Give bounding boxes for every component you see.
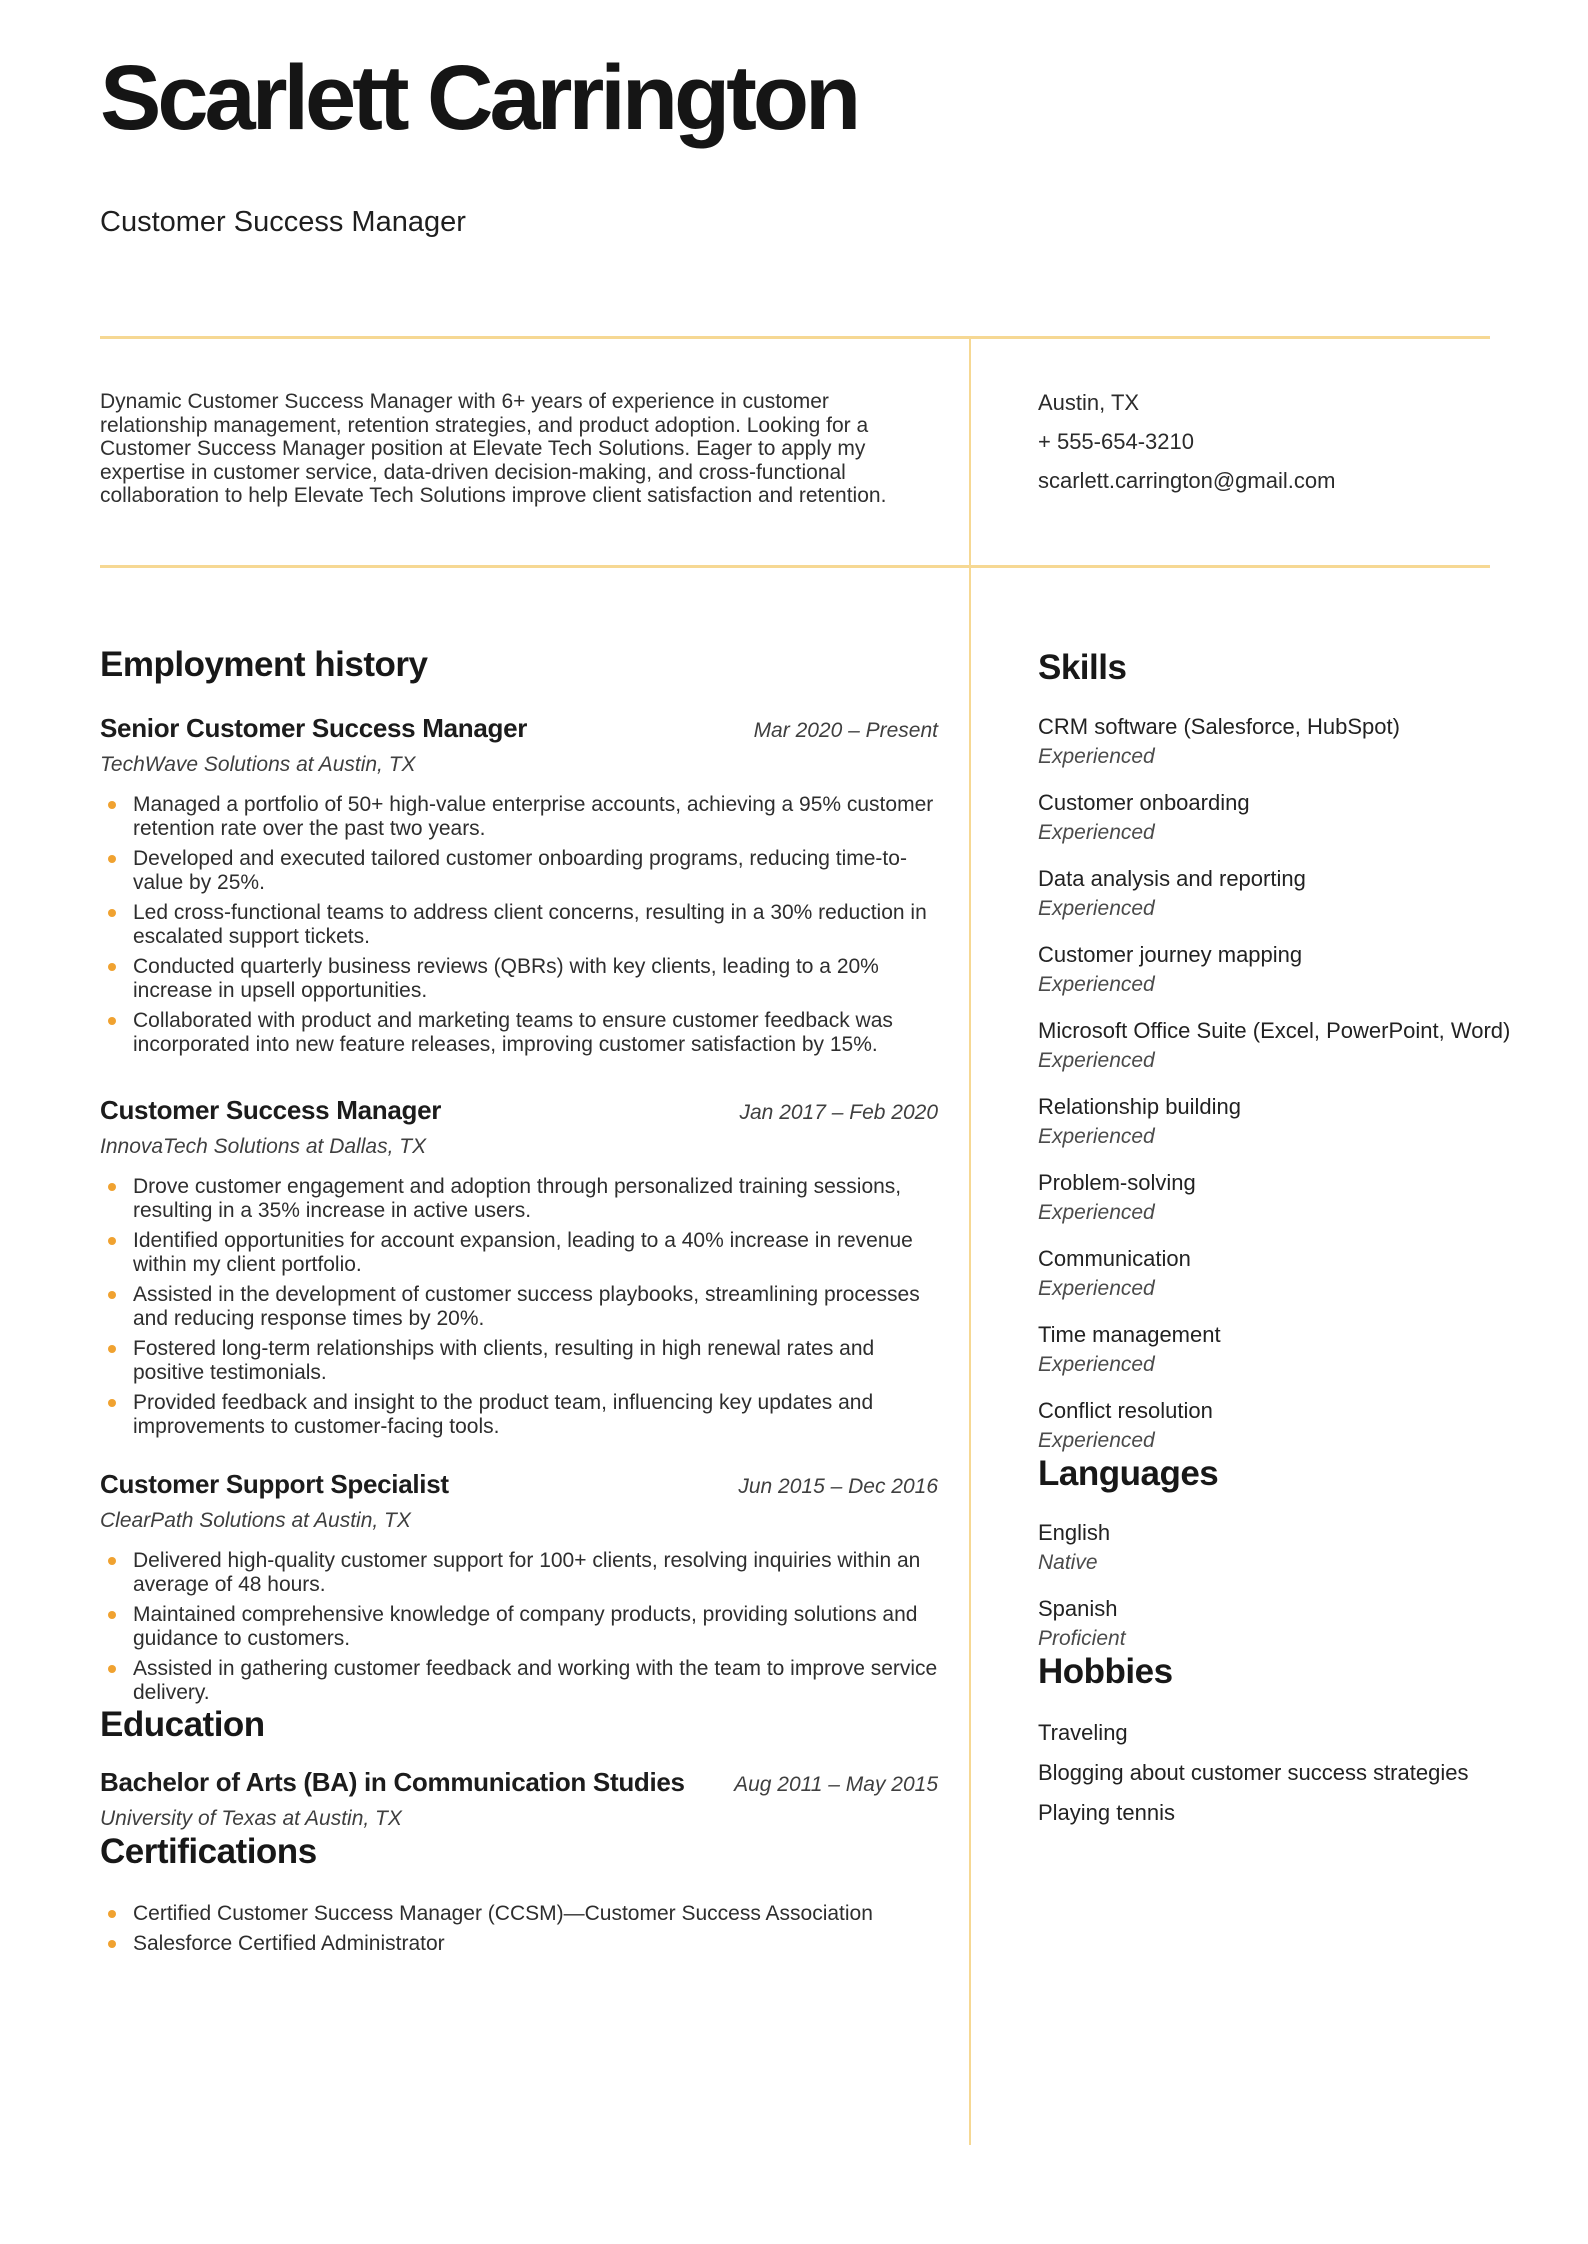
certification-item: Certified Customer Success Manager (CCSM)—Customer Success Association (100, 1902, 938, 1926)
skill-item (1038, 1170, 1558, 1226)
bullet-item: Developed and executed tailored customer onboarding programs, reducing time-to-value by 25%. (100, 847, 938, 895)
skill-item (1038, 1094, 1558, 1150)
bullet-item: Fostered long-term relationships with clients, resulting in high renewal rates and positive testimonials. (100, 1337, 938, 1385)
education-heading: Education (100, 1705, 265, 1744)
bullet-item: Led cross-functional teams to address client concerns, resulting in a 30% reduction in escalated support tickets. (100, 901, 938, 949)
job-title: Customer Support Specialist (100, 1469, 449, 1499)
job-company: TechWave Solutions at Austin, TX (100, 753, 416, 776)
skill-name: Conflict resolution (1038, 1398, 1213, 1423)
certifications-list (100, 1902, 938, 1956)
contact-block (1038, 392, 1508, 509)
certification-item: Salesforce Certified Administrator (100, 1932, 938, 1956)
job-dates: Jun 2015 – Dec 2016 (738, 1475, 938, 1498)
main-column (100, 645, 938, 1956)
skill-level: Experienced (1038, 1429, 1155, 1452)
skill-item (1038, 1018, 1558, 1074)
skill-name: Customer onboarding (1038, 790, 1250, 815)
language-item (1038, 1520, 1558, 1576)
skill-item (1038, 1246, 1558, 1302)
skill-name: Time management (1038, 1322, 1221, 1347)
contact-email: scarlett.carrington@gmail.com (1038, 468, 1336, 493)
job-entry (100, 1093, 938, 1439)
skill-level: Experienced (1038, 745, 1155, 768)
profile-summary: Dynamic Customer Success Manager with 6+ years of experience in customer relationship management, retention strategies, and product adoption. Looking for a Customer Success Manager position at Elevate Tech Solutions. Eager to apply my expertise in customer service, data-driven decision-making, and cross-functional collaboration to help Elevate Tech Solutions improve client satisfaction and retention. (100, 390, 887, 507)
skill-level: Experienced (1038, 1353, 1155, 1376)
skill-level: Experienced (1038, 897, 1155, 920)
bullet-item: Identified opportunities for account expansion, leading to a 40% increase in revenue within my client portfolio. (100, 1229, 938, 1277)
languages-heading: Languages (1038, 1454, 1219, 1493)
skill-level: Experienced (1038, 973, 1155, 996)
skill-name: Relationship building (1038, 1094, 1242, 1119)
education-school: University of Texas at Austin, TX (100, 1807, 402, 1830)
top-divider-line (100, 336, 1490, 339)
candidate-job-title: Customer Success Manager (100, 206, 466, 238)
language-name: Spanish (1038, 1596, 1118, 1621)
bullet-item: Managed a portfolio of 50+ high-value enterprise accounts, achieving a 95% customer retention rate over the past two years. (100, 793, 938, 841)
job-header (100, 1093, 938, 1127)
language-level: Native (1038, 1551, 1098, 1574)
bullet-item: Drove customer engagement and adoption through personalized training sessions, resulting in a 35% increase in active users. (100, 1175, 938, 1223)
skill-name: CRM software (Salesforce, HubSpot) (1038, 714, 1400, 739)
skill-level: Experienced (1038, 1049, 1155, 1072)
job-title: Senior Customer Success Manager (100, 713, 528, 743)
bullet-item: Assisted in gathering customer feedback and working with the team to improve service delivery. (100, 1657, 938, 1705)
hobby-item: Playing tennis (1038, 1800, 1175, 1825)
skill-level: Experienced (1038, 1125, 1155, 1148)
skill-item (1038, 866, 1558, 922)
hobbies-heading: Hobbies (1038, 1652, 1173, 1691)
job-company: ClearPath Solutions at Austin, TX (100, 1509, 411, 1532)
job-header (100, 1467, 938, 1501)
education-entry (100, 1765, 938, 1799)
skill-level: Experienced (1038, 821, 1155, 844)
bullet-item: Provided feedback and insight to the product team, influencing key updates and improvements to customer-facing tools. (100, 1391, 938, 1439)
job-title: Customer Success Manager (100, 1095, 442, 1125)
job-dates: Mar 2020 – Present (753, 719, 938, 742)
bullet-item: Conducted quarterly business reviews (QBRs) with key clients, leading to a 20% increase in upsell opportunities. (100, 955, 938, 1003)
bullet-item: Collaborated with product and marketing teams to ensure customer feedback was incorporated into new feature releases, improving customer satisfaction by 15%. (100, 1009, 938, 1057)
bullet-item: Delivered high-quality customer support for 100+ clients, resolving inquiries within an average of 48 hours. (100, 1549, 938, 1597)
contact-location: Austin, TX (1038, 390, 1140, 415)
skill-name: Data analysis and reporting (1038, 866, 1306, 891)
skill-level: Experienced (1038, 1277, 1155, 1300)
job-bullet-list (100, 1549, 938, 1705)
intro-bottom-divider-line (100, 565, 1490, 568)
skill-item (1038, 790, 1558, 846)
education-dates: Aug 2011 – May 2015 (734, 1773, 938, 1796)
resume-header (100, 48, 1490, 240)
bullet-item: Maintained comprehensive knowledge of company products, providing solutions and guidance to customers. (100, 1603, 938, 1651)
bullet-item: Assisted in the development of customer success playbooks, streamlining processes and reducing response times by 20%. (100, 1283, 938, 1331)
skill-name: Customer journey mapping (1038, 942, 1303, 967)
skill-item (1038, 1398, 1558, 1454)
degree-title: Bachelor of Arts (BA) in Communication Studies (100, 1767, 685, 1797)
skill-item (1038, 1322, 1558, 1378)
job-entry (100, 711, 938, 1057)
job-bullet-list (100, 793, 938, 1057)
skill-name: Microsoft Office Suite (Excel, PowerPoint, Word) (1038, 1018, 1511, 1043)
hobbies-list (1038, 1720, 1558, 1826)
skill-item (1038, 714, 1558, 770)
skill-name: Communication (1038, 1246, 1191, 1271)
job-header (100, 711, 938, 745)
hobby-item: Traveling (1038, 1720, 1128, 1745)
certifications-heading: Certifications (100, 1832, 317, 1871)
column-divider-line (969, 336, 971, 2145)
language-name: English (1038, 1520, 1111, 1545)
language-level: Proficient (1038, 1627, 1126, 1650)
employment-history-heading: Employment history (100, 645, 428, 684)
job-bullet-list (100, 1175, 938, 1439)
sidebar-column (1038, 648, 1558, 1826)
language-item (1038, 1596, 1558, 1652)
skill-name: Problem-solving (1038, 1170, 1196, 1195)
hobby-item: Blogging about customer success strategies (1038, 1760, 1469, 1785)
contact-phone: + 555-654-3210 (1038, 429, 1194, 454)
job-company: InnovaTech Solutions at Dallas, TX (100, 1135, 427, 1158)
skill-level: Experienced (1038, 1201, 1155, 1224)
skill-item (1038, 942, 1558, 998)
skills-heading: Skills (1038, 648, 1127, 687)
candidate-name: Scarlett Carrington (100, 47, 858, 149)
job-dates: Jan 2017 – Feb 2020 (739, 1101, 938, 1124)
job-entry (100, 1467, 938, 1705)
